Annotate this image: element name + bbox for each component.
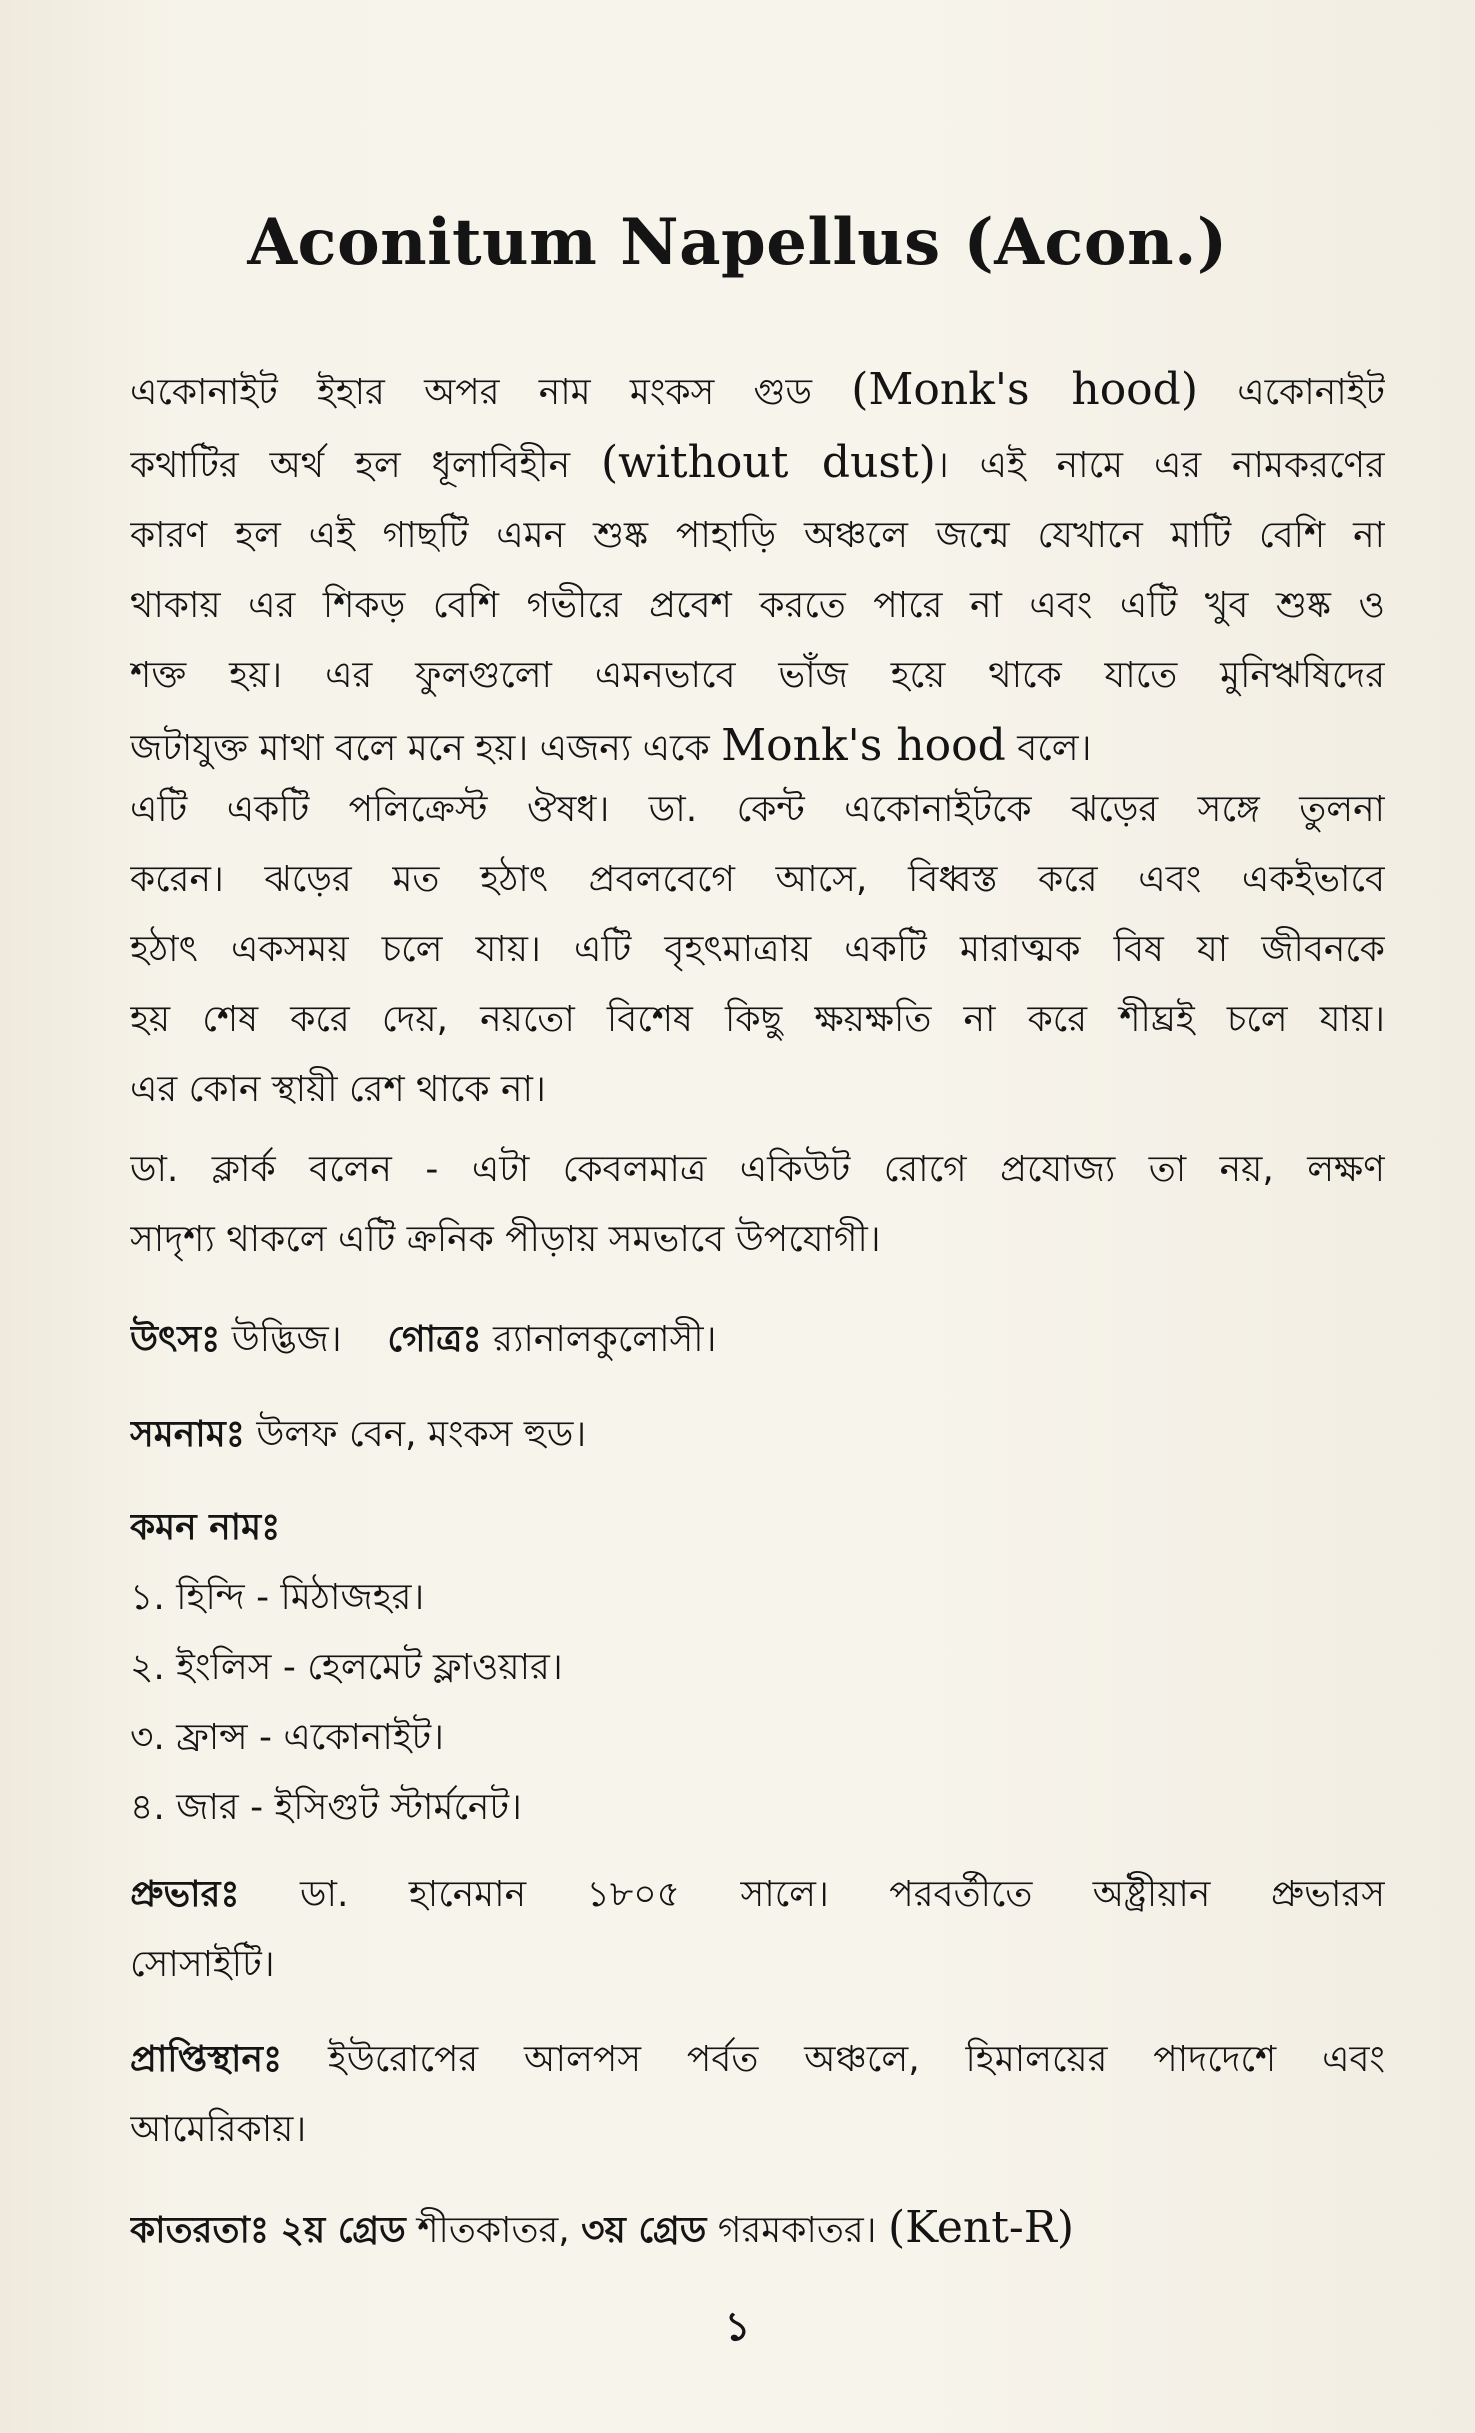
synonyms-value: উলফ বেন, মংকস হুড।: [256, 1414, 587, 1455]
polychrest-line-1: এটি একটি পলিক্রেস্ট ঔষধ। ডা. কেন্ট একোনাইটকে ঝড়ের সঙ্গে তুলনা: [130, 789, 1385, 830]
intro-line-2: [130, 428, 1385, 501]
common-name-item: ২. ইংলিস - হেলমেট ফ্লাওয়ার।: [130, 1647, 563, 1688]
synonyms-line: [130, 1400, 1385, 1470]
clarke-line-1: ডা. ক্লার্ক বলেন - এটা কেবলমাত্র একিউট রোগে প্রযোজ্য তা নয়, লক্ষণ: [130, 1149, 1385, 1190]
clarke-paragraph: [130, 1135, 1385, 1275]
habitat-label: প্রাপ্তিস্থানঃ: [130, 2039, 283, 2080]
family-label: গোত্রঃ: [387, 1319, 482, 1360]
proving-line-2: সোসাইটি।: [130, 1944, 275, 1985]
intro-line-4: থাকায় এর শিকড় বেশি গভীরে প্রবেশ করতে পারে না এবং এটি খুব শুষ্ক ও: [130, 585, 1385, 626]
page-title: Aconitum Napellus (Acon.): [247, 205, 1228, 280]
grade-1: ২য় গ্রেড: [280, 2210, 406, 2251]
proving-section: [130, 1860, 1385, 2000]
polychrest-line-5: এর কোন স্থায়ী রেশ থাকে না।: [130, 1069, 546, 1110]
common-names-section: [130, 1493, 1385, 1843]
common-name-item: ১. হিন্দি - মিঠাজহর।: [130, 1577, 425, 1618]
intro-text: একোনাইট ইহার অপর নাম মংকস গুড: [130, 372, 812, 413]
common-name-item: ৩. ফ্রান্স - একোনাইট।: [130, 1717, 445, 1758]
modality-text-1: শীতকাতর,: [417, 2210, 570, 2251]
modality-section: [130, 2193, 1385, 2266]
intro-text: বলে।: [1017, 728, 1092, 769]
source-row: [130, 1305, 1385, 1375]
source-line: [130, 1305, 1385, 1375]
kent-reference: (Kent-R): [888, 2202, 1075, 2253]
polychrest-line-4: হয় শেষ করে দেয়, নয়তো বিশেষ কিছু ক্ষয়ক্ষতি না করে শীঘ্রই চলে যায়।: [130, 999, 1385, 1040]
intro-text: একোনাইট: [1237, 372, 1385, 413]
modality-text-2: গরমকাতর।: [717, 2210, 877, 2251]
habitat-section: [130, 2025, 1385, 2165]
english-term: Monk's hood: [721, 720, 1006, 771]
polychrest-paragraph: [130, 775, 1385, 1125]
intro-paragraph: [130, 355, 1385, 784]
modality-label: কাতরতাঃ: [130, 2210, 270, 2251]
synonyms-label: সমনামঃ: [130, 1414, 245, 1455]
polychrest-line-3: হঠাৎ একসময় চলে যায়। এটি বৃহৎমাত্রায় একটি মারাত্মক বিষ যা জীবনকে: [130, 929, 1385, 970]
intro-line-3: কারণ হল এই গাছটি এমন শুষ্ক পাহাড়ি অঞ্চলে জন্মে যেখানে মাটি বেশি না: [130, 515, 1385, 556]
clarke-line-2: সাদৃশ্য থাকলে এটি ক্রনিক পীড়ায় সমভাবে উপযোগী।: [130, 1219, 881, 1260]
synonyms-row: [130, 1400, 1385, 1470]
intro-line-5: শক্ত হয়। এর ফুলগুলো এমনভাবে ভাঁজ হয়ে থাকে যাতে মুনিঋষিদের: [130, 655, 1385, 696]
page-number: ১: [724, 2304, 751, 2350]
common-name-item: ৪. জার - ইসিগুট স্টার্মনেট।: [130, 1787, 522, 1828]
intro-line-6: [130, 711, 1385, 784]
habitat-line-2: আমেরিকায়।: [130, 2109, 307, 2150]
habitat-text: ইউরোপের আলপস পর্বত অঞ্চলে, হিমালয়ের পাদদেশে এবং: [328, 2039, 1385, 2080]
intro-text: কথাটির অর্থ হল ধূলাবিহীন: [130, 445, 571, 486]
english-term: (Monk's hood): [851, 364, 1199, 415]
proving-label: প্রুভারঃ: [130, 1874, 240, 1915]
intro-text: জটাযুক্ত মাথা বলে মনে হয়। এজন্য একে: [130, 728, 710, 769]
proving-line-1: [130, 1860, 1385, 1930]
intro-line-1: [130, 355, 1385, 428]
family-value: র‍্যানালকুলোসী।: [493, 1319, 717, 1360]
intro-text: । এই নামে এর নামকরণের: [935, 445, 1385, 486]
common-names-label: কমন নামঃ: [130, 1507, 281, 1548]
habitat-line-1: [130, 2025, 1385, 2095]
grade-2: ৩য় গ্রেড: [581, 2210, 707, 2251]
english-term: (without dust): [601, 437, 936, 488]
modality-line: [130, 2193, 1385, 2266]
source-value: উদ্ভিজ।: [231, 1319, 342, 1360]
polychrest-line-2: করেন। ঝড়ের মত হঠাৎ প্রবলবেগে আসে, বিধ্বস্ত করে এবং একইভাবে: [130, 859, 1385, 900]
source-label: উৎসঃ: [130, 1319, 221, 1360]
proving-text: ডা. হানেমান ১৮০৫ সালে। পরবর্তীতে অষ্ট্রীয়ান প্রুভারস: [300, 1874, 1385, 1915]
